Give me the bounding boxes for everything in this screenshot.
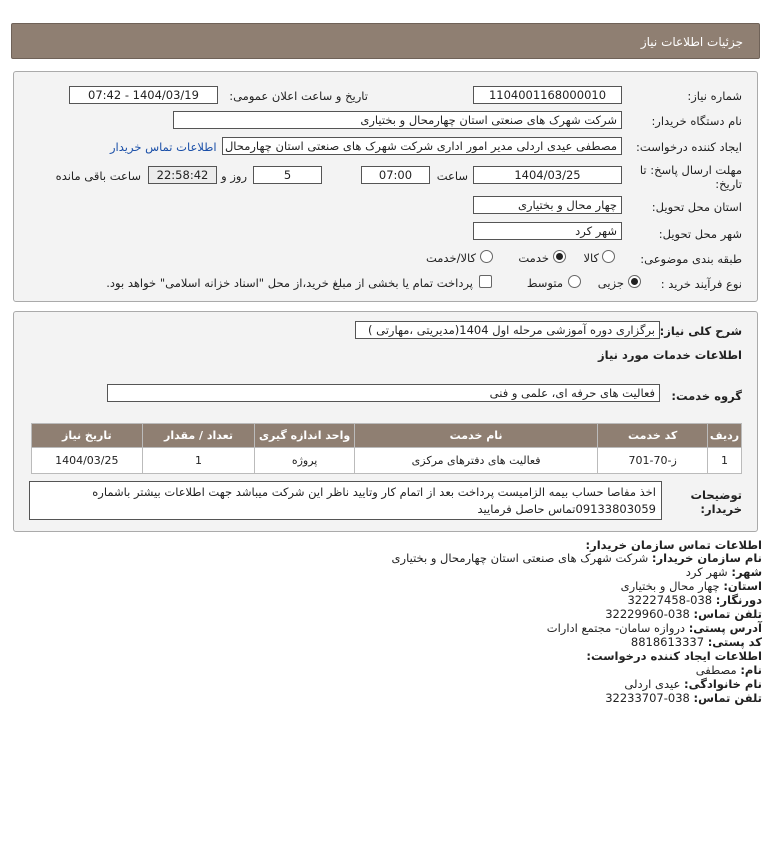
services-table [31, 423, 742, 474]
creator-first-name-label: نام: [740, 663, 762, 677]
need-number-field[interactable]: 1104001168000010 [473, 86, 622, 104]
buyer-contact-link[interactable]: اطلاعات تماس خریدار [110, 140, 217, 154]
creator-last-name-value: عیدی اردلی [624, 677, 681, 691]
col-service-code: کد خدمت [598, 424, 707, 448]
org-contact-section-label: اطلاعات تماس سازمان خریدار: [585, 538, 762, 552]
org-address-line [547, 621, 762, 635]
org-name-value: شرکت شهرک های صنعتی استان چهارمحال و بختیاری [391, 551, 649, 565]
treasury-payment-checkbox[interactable] [479, 275, 492, 288]
category-radio-goods-service[interactable] [480, 250, 493, 263]
need-details-panel [13, 71, 758, 302]
deadline-time-label: ساعت [436, 169, 468, 183]
col-unit: واحد اندازه گیری [255, 424, 354, 448]
col-need-date: تاریخ نیاز [32, 424, 143, 448]
category-radio-goods[interactable] [602, 250, 615, 263]
category-radio-service[interactable] [553, 250, 566, 263]
creator-phone-label: تلفن تماس: [693, 691, 762, 705]
creator-first-name-value: مصطفی [695, 663, 737, 677]
remaining-time-field: 22:58:42 [148, 166, 217, 184]
org-fax-label: دورنگار: [715, 593, 762, 607]
days-label: روز و [221, 169, 247, 183]
col-service-name: نام خدمت [354, 424, 598, 448]
summary-label: شرح کلی نیاز: [659, 324, 742, 338]
city-label: شهر محل تحویل: [658, 227, 742, 241]
col-quantity: تعداد / مقدار [142, 424, 255, 448]
org-name-label: نام سازمان خریدار: [651, 551, 762, 565]
org-contact-section-title [585, 538, 762, 552]
process-label: نوع فرآیند خرید : [660, 277, 742, 291]
creator-section-title [586, 649, 762, 663]
treasury-payment-text: پرداخت تمام یا بخشی از مبلغ خرید،از محل "اسناد خزانه اسلامی" خواهد بود. [106, 276, 473, 290]
creator-last-name-label: نام خانوادگی: [684, 677, 762, 691]
col-row-number: ردیف [707, 424, 741, 448]
org-name-line [392, 551, 762, 565]
creator-last-name-line [624, 677, 762, 691]
org-address-value: دروازه سامان- مجتمع ادارات [546, 621, 686, 635]
province-label: استان محل تحویل: [651, 200, 742, 214]
org-postal-label: کد پستی: [707, 635, 762, 649]
announce-label: تاریخ و ساعت اعلان عمومی: [229, 89, 368, 103]
cell-service-name: فعالیت های دفترهای مرکزی [354, 448, 598, 474]
services-title: اطلاعات خدمات مورد نیاز [598, 348, 742, 362]
page-header [11, 23, 760, 59]
org-province-value: چهار محال و بختیاری [620, 579, 720, 593]
category-option-service: خدمت [518, 251, 549, 265]
summary-field[interactable]: برگزاری دوره آموزشی مرحله اول 1404(مدیریتی ،مهارتی ) [355, 321, 660, 339]
org-province-label: استان: [723, 579, 762, 593]
category-option-goods: کالا [583, 251, 599, 265]
days-field[interactable]: 5 [253, 166, 322, 184]
buyer-notes-label: توضیحات [690, 488, 742, 502]
service-group-label: گروه خدمت: [671, 389, 742, 403]
deadline-date-label: تاریخ: [715, 177, 742, 191]
cell-row-number: 1 [707, 448, 741, 474]
process-radio-medium[interactable] [568, 275, 581, 288]
need-number-label: شماره نیاز: [687, 89, 742, 103]
process-radio-minor[interactable] [628, 275, 641, 288]
cell-quantity: 1 [142, 448, 255, 474]
deadline-time-field[interactable]: 07:00 [361, 166, 430, 184]
creator-first-name-line [696, 663, 762, 677]
service-group-field[interactable]: فعالیت های حرفه ای، علمی و فنی [107, 384, 660, 402]
org-phone-line [605, 607, 762, 621]
province-field[interactable]: چهار محال و بختیاری [473, 196, 622, 214]
org-phone-label: تلفن تماس: [693, 607, 762, 621]
org-phone-value: 038-32229960 [605, 607, 690, 621]
org-fax-value: 038-32227458 [627, 593, 713, 607]
cell-unit: پروژه [255, 448, 354, 474]
table-row[interactable] [32, 448, 742, 474]
deadline-label: مهلت ارسال پاسخ: تا [639, 163, 742, 177]
cell-need-date: 1404/03/25 [32, 448, 143, 474]
buyer-notes-line-2: 09133803059تماس حاصل فرمایید [477, 502, 656, 516]
creator-phone-value: 038-32233707 [605, 691, 690, 705]
buyer-notes-label-2: خریدار: [700, 502, 742, 516]
creator-section-label: اطلاعات ایجاد کننده درخواست: [586, 649, 762, 663]
creator-label: ایجاد کننده درخواست: [636, 140, 742, 154]
org-city-label: شهر: [731, 565, 762, 579]
creator-phone-line [605, 691, 762, 705]
org-fax-line [627, 593, 762, 607]
buyer-notes-line-1: اخذ مفاصا حساب بیمه الزامیست پرداخت بعد از اتمام کار وتایید ناظر این شرکت میباشد جهت اطلاعات بیشتر باشماره [92, 485, 656, 499]
org-postal-line [631, 635, 762, 649]
buyer-org-label: نام دستگاه خریدار: [651, 114, 742, 128]
page-title: جزئیات اطلاعات نیاز [640, 35, 743, 49]
org-city-line [686, 565, 762, 579]
org-province-line [621, 579, 762, 593]
city-field[interactable]: شهر کرد [473, 222, 622, 240]
process-option-medium: متوسط [526, 276, 563, 290]
process-option-minor: جزیی [597, 276, 624, 290]
buyer-notes-box [29, 481, 662, 520]
deadline-date-field[interactable]: 1404/03/25 [473, 166, 622, 184]
cell-service-code: ز-70-701 [598, 448, 707, 474]
org-postal-value: 8818613337 [630, 635, 705, 649]
buyer-org-field[interactable]: شرکت شهرک های صنعتی استان چهارمحال و بختیاری [173, 111, 622, 129]
remaining-label: ساعت باقی مانده [55, 169, 141, 183]
creator-field[interactable]: مصطفی عیدی اردلی مدیر امور اداری شرکت شهرک های صنعتی استان چهارمحال [222, 137, 622, 155]
category-option-goods-service: کالا/خدمت [425, 251, 476, 265]
table-header-row [32, 424, 742, 448]
announce-field[interactable]: 1404/03/19 - 07:42 [69, 86, 218, 104]
org-city-value: شهر کرد [685, 565, 728, 579]
org-address-label: آدرس پستی: [688, 621, 762, 635]
category-label: طبقه بندی موضوعی: [640, 252, 742, 266]
